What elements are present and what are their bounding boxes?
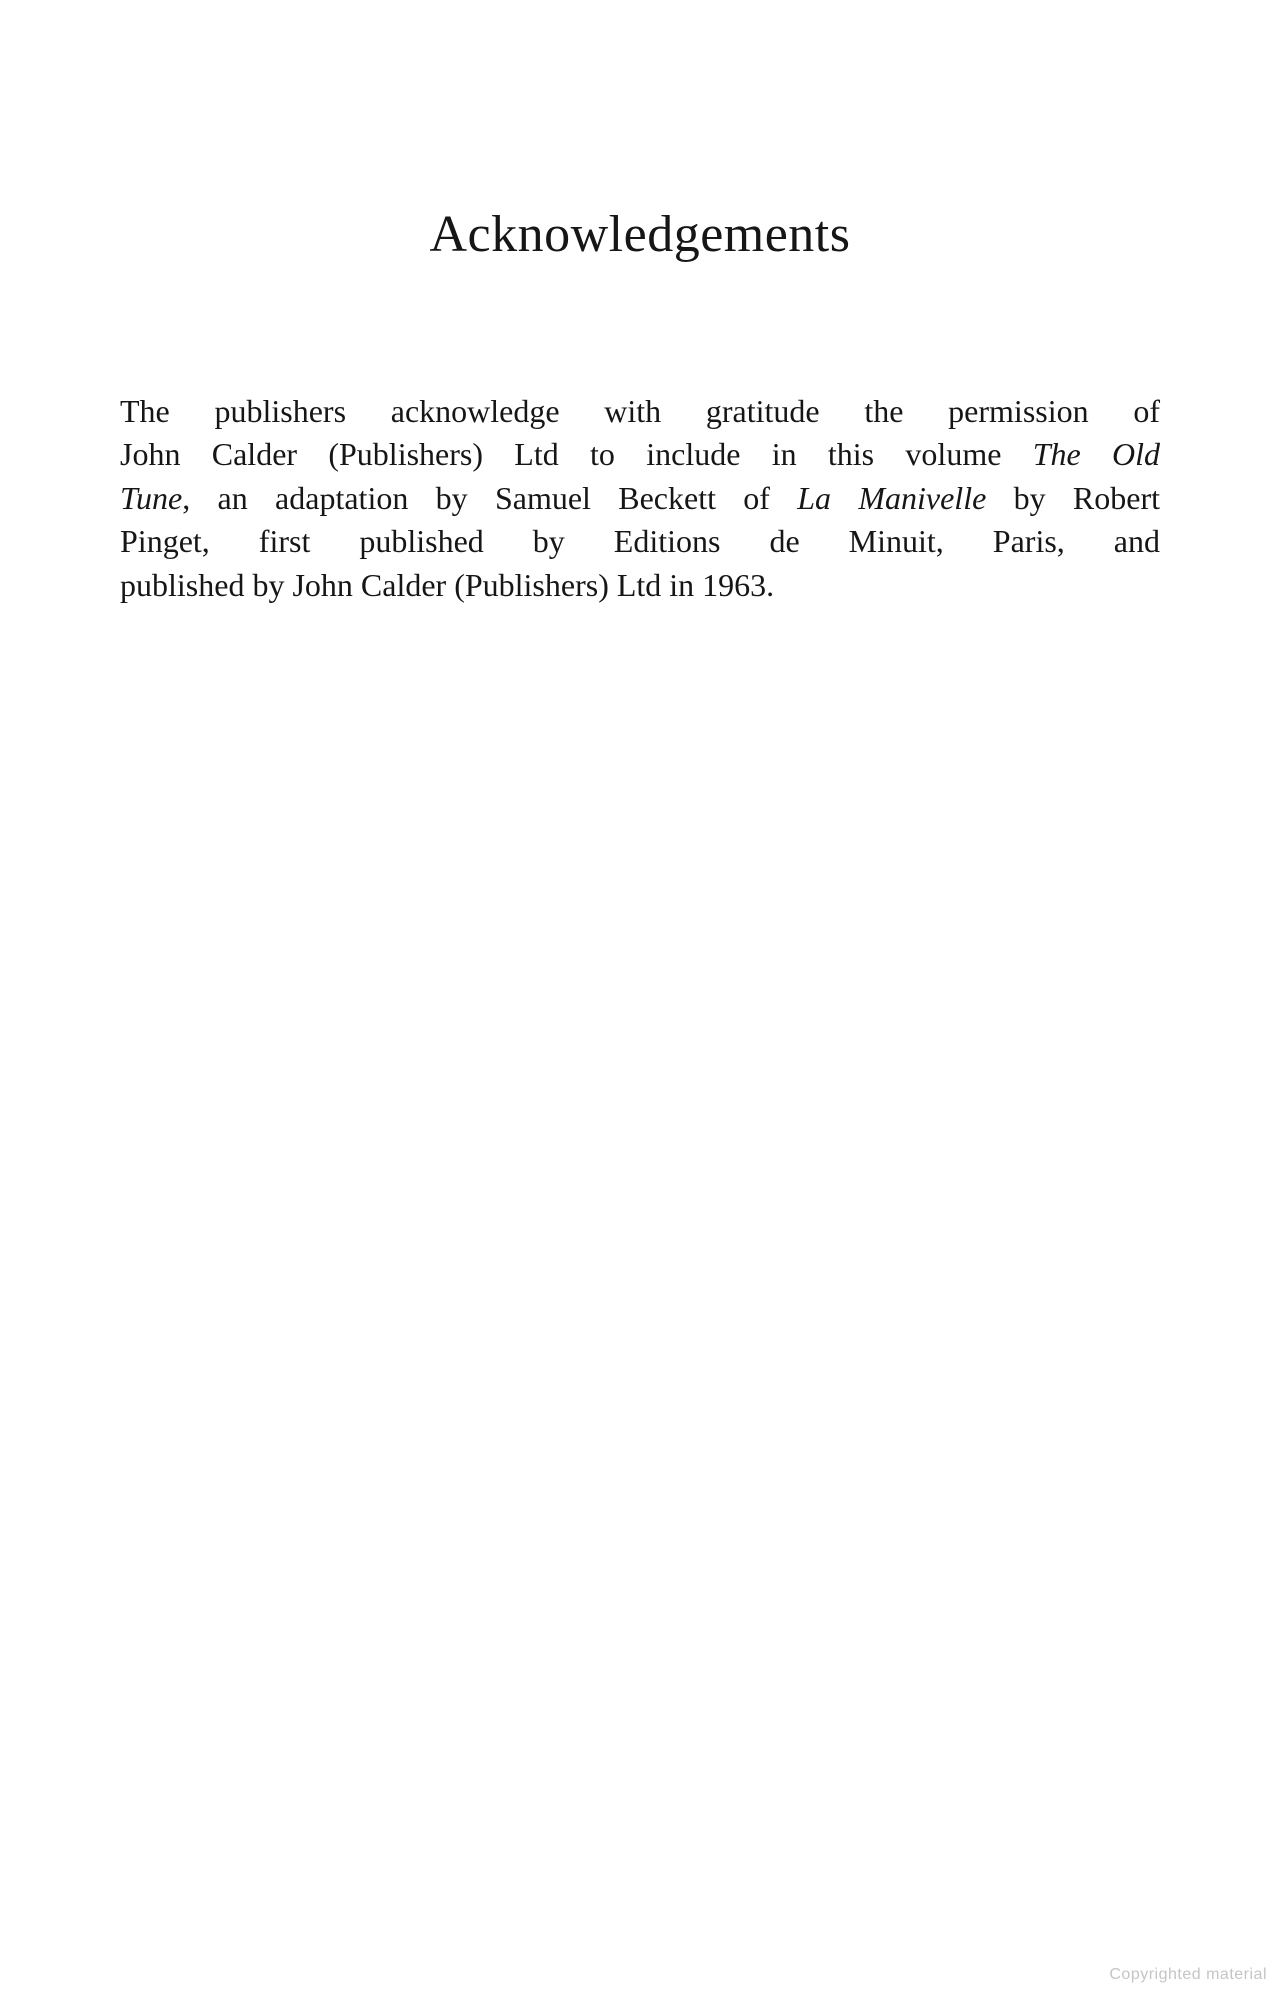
paragraph-line [120,433,1160,476]
acknowledgements-paragraph [120,390,1160,607]
paragraph-line [120,477,1160,520]
paragraph-line [120,520,1160,563]
text-segment-italic: La Manivelle [797,479,987,516]
text-segment-italic: The Old [1032,436,1160,473]
copyright-watermark: Copyrighted material [1109,1966,1267,1983]
text-segment: John Calder (Publishers) Ltd to include in this volume [120,436,1033,473]
text-segment: by Robert [986,479,1161,516]
text-segment-italic: Tune [120,479,183,516]
paragraph-line [120,390,1160,433]
text-segment: , an adaptation by Samuel Beckett of [182,479,798,516]
text-segment: published by John Calder (Publishers) Ltd in 1963. [120,566,775,603]
page-title: Acknowledgements [429,206,851,263]
text-segment: The publishers acknowledge with gratitude the permission of [120,393,1160,429]
paragraph-line-last [120,564,1160,607]
text-segment: Pinget, first published by Editions de Minuit, Paris, and [120,523,1160,560]
